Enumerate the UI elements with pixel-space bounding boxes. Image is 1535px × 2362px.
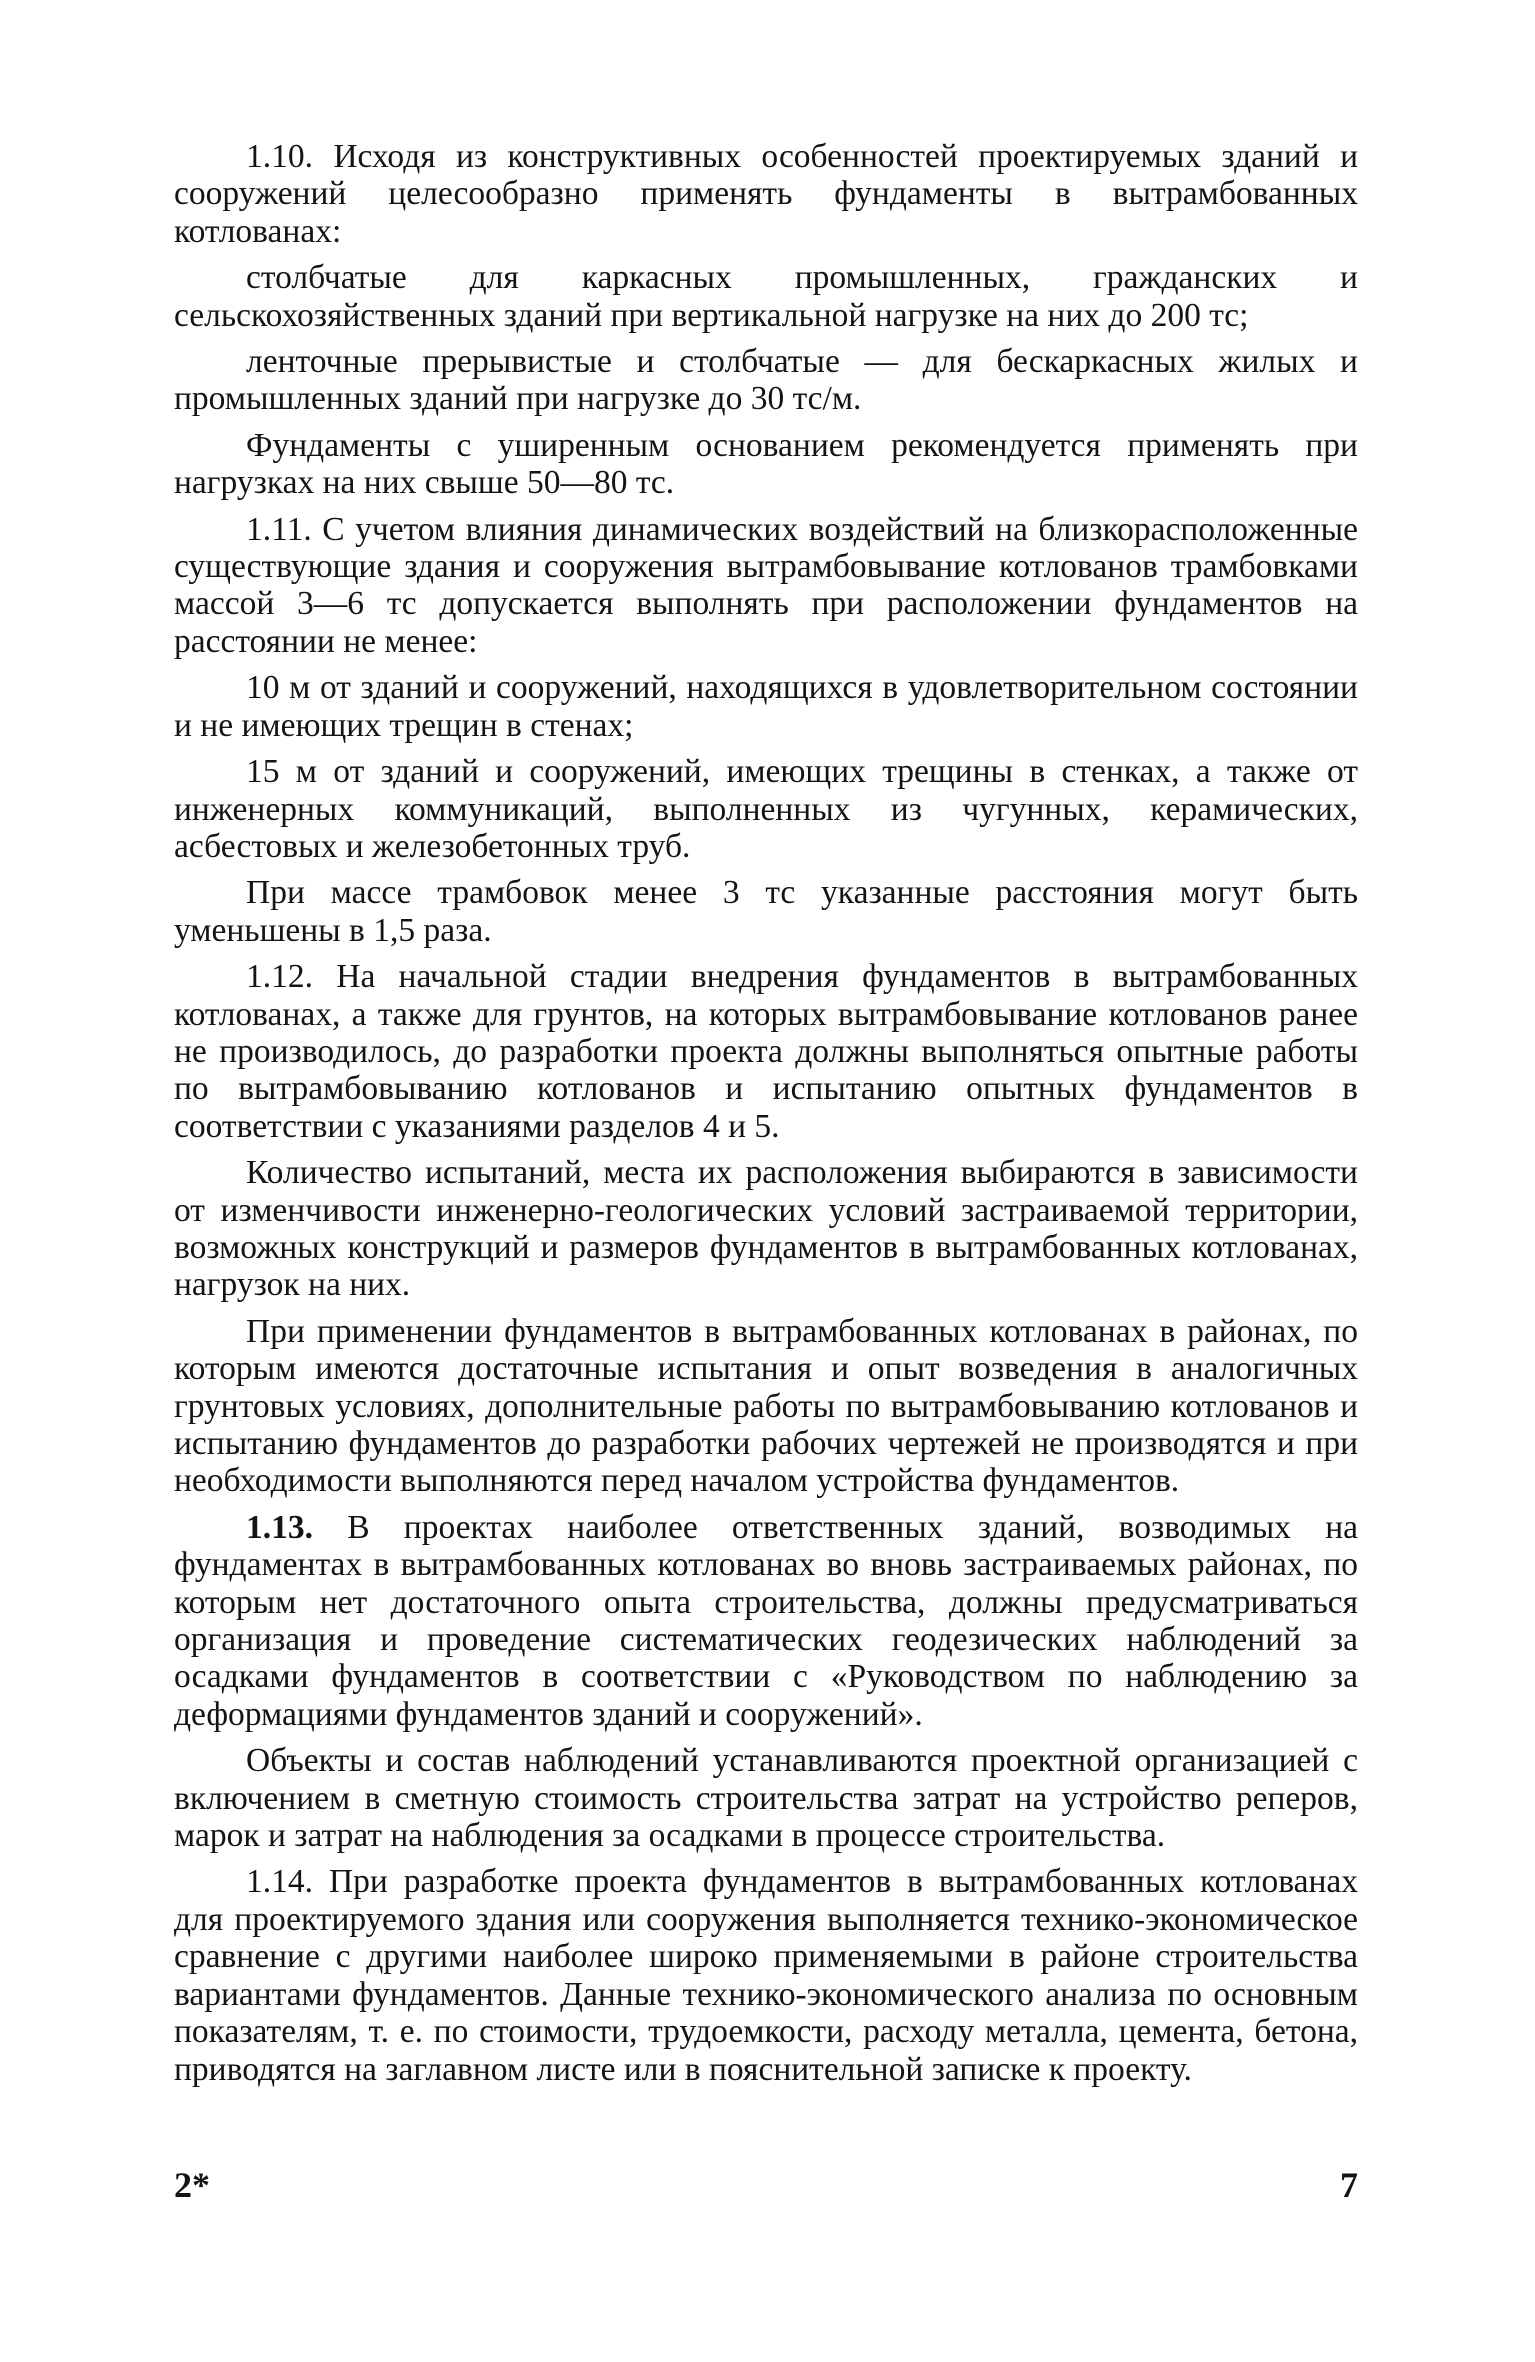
paragraph-text: При массе трамбовок менее 3 тс указанные расстояния могут быть уменьшены в 1,5 раза. xyxy=(174,874,1358,949)
paragraph-text: 15 м от зданий и сооружений, имеющих трещины в стенках, а также от инженерных коммуникаций, выполненных из чугунных, керамических, асбестовых и железобетонных труб. xyxy=(174,753,1358,865)
paragraph-text: Исходя из конструктивных особенностей проектируемых зданий и сооружений целесообразно применять фундаменты в вытрамбованных котлованах: xyxy=(174,138,1358,250)
paragraph-observations xyxy=(174,1742,1358,1854)
paragraph-1-14 xyxy=(174,1863,1358,2087)
paragraph-text: Количество испытаний, места их расположения выбираются в зависимости от изменчивости инженерно-геологических условий застраиваемой территории, возможных конструкций и размеров фундаментов в вытрамбованных котлованах, нагрузок на них. xyxy=(174,1154,1358,1304)
paragraph-text: С учетом влияния динамических воздействий на близкорасположенные существующие здания и сооружения вытрамбовывание котлованов трамбовками массой 3—6 тс допускается выполнять при расположении фундаментов на расстоянии не менее: xyxy=(174,510,1358,660)
clause-number: 1.12. xyxy=(246,958,313,996)
paragraph-1-11 xyxy=(174,511,1358,661)
page-number: 7 xyxy=(1340,2165,1358,2205)
paragraph-columnar xyxy=(174,259,1358,334)
paragraph-1-10 xyxy=(174,138,1358,250)
clause-number: 1.13. xyxy=(246,1508,313,1546)
paragraph-text: ленточные прерывистые и столбчатые — для бескаркасных жилых и промышленных зданий при нагрузке до 30 тс/м. xyxy=(174,343,1358,418)
paragraph-text: При разработке проекта фундаментов в вытрамбованных котлованах для проектируемого здания или сооружения выполняется технико-экономическое сравнение с другими наиболее широко применяемыми в районе строительства вариантами фундаментов. Данные технико-экономического анализа по основным показателям, т. е. по стоимости, трудоемкости, расходу металла, цемента, бетона, приводятся на заглавном листе или в пояснительной записке к проекту. xyxy=(174,1863,1358,2088)
paragraph-test-count xyxy=(174,1154,1358,1304)
paragraph-1-12 xyxy=(174,958,1358,1145)
signature-mark: 2* xyxy=(174,2165,210,2205)
clause-number: 1.11. xyxy=(246,510,312,548)
paragraph-text: При применении фундаментов в вытрамбованных котлованах в районах, по которым имеются достаточные испытания и опыт возведения в аналогичных грунтовых условиях, дополнительные работы по вытрамбовыванию котлованов и испытанию фундаментов до разработки рабочих чертежей не производятся и при необходимости выполняются перед началом устройства фундаментов. xyxy=(174,1312,1358,1500)
paragraph-known-regions xyxy=(174,1313,1358,1500)
paragraph-text: На начальной стадии внедрения фундаментов в вытрамбованных котлованах, а также для грунтов, на которых вытрамбовывание котлованов ранее не производилось, до разработки проекта должны выполняться опытные работы по вытрамбовыванию котлованов и испытанию опытных фундаментов в соответствии с указаниями разделов 4 и 5. xyxy=(174,958,1358,1145)
paragraph-10m xyxy=(174,669,1358,744)
paragraph-text: Объекты и состав наблюдений устанавливаются проектной организацией с включением в сметную стоимость строительства затрат на устройство реперов, марок и затрат на наблюдения за осадками в процессе строительства. xyxy=(174,1742,1358,1855)
paragraph-15m xyxy=(174,753,1358,865)
clause-number: 1.14. xyxy=(246,1863,313,1901)
paragraph-text: 10 м от зданий и сооружений, находящихся в удовлетворительном состоянии и не имеющих трещин в стенах; xyxy=(174,669,1358,744)
paragraph-widened-base xyxy=(174,427,1358,502)
page-body xyxy=(174,138,1358,2097)
clause-number: 1.10. xyxy=(246,138,313,175)
page-footer xyxy=(174,2164,1358,2212)
paragraph-strip xyxy=(174,343,1358,418)
paragraph-text: столбчатые для каркасных промышленных, гражданских и сельскохозяйственных зданий при вертикальной нагрузке на них до 200 тс; xyxy=(174,259,1358,334)
paragraph-text: В проектах наиболее ответственных зданий, возводимых на фундаментах в вытрамбованных котлованах во вновь застраиваемых районах, по которым нет достаточного опыта строительства, должны предусматриваться организация и проведение систематических геодезических наблюдений за осадками фундаментов в соответствии с «Руководством по наблюдению за деформациями фундаментов зданий и сооружений». xyxy=(174,1508,1359,1733)
paragraph-mass-reduction xyxy=(174,874,1358,949)
paragraph-text: Фундаменты с уширенным основанием рекомендуется применять при нагрузках на них свыше 50—80 тс. xyxy=(174,426,1358,502)
paragraph-1-13 xyxy=(174,1509,1358,1733)
